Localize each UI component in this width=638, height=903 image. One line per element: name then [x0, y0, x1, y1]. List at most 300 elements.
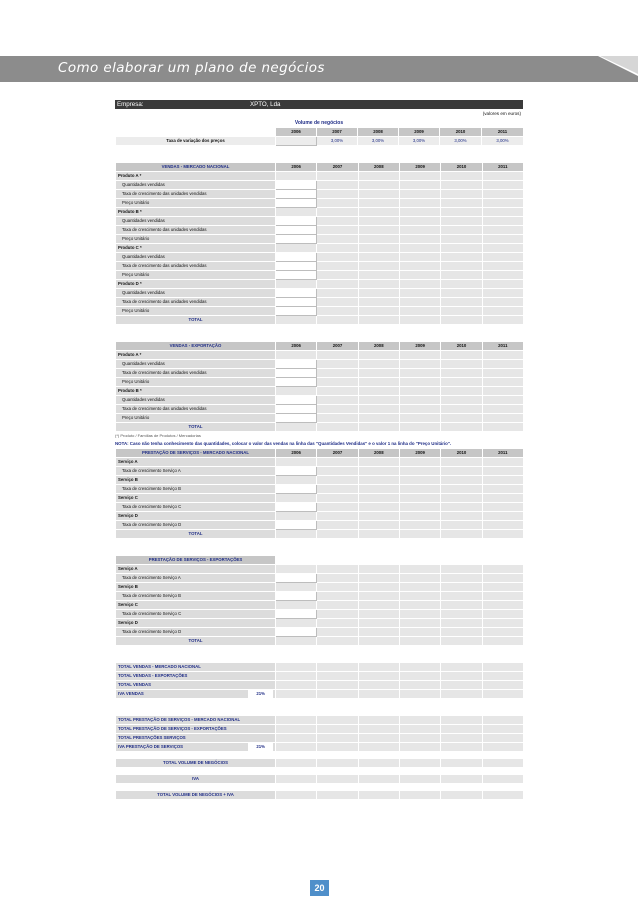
value-cell[interactable]: [441, 181, 482, 190]
value-cell[interactable]: [399, 360, 440, 369]
value-cell[interactable]: [358, 467, 399, 476]
value-cell[interactable]: [482, 521, 523, 530]
value-cell[interactable]: [482, 298, 523, 307]
value-cell[interactable]: [441, 235, 482, 244]
value-cell[interactable]: [358, 716, 399, 725]
value-cell[interactable]: [317, 681, 358, 690]
value-cell[interactable]: [399, 574, 440, 583]
value-cell[interactable]: [317, 190, 358, 199]
value-cell[interactable]: [317, 414, 358, 423]
value-cell[interactable]: [482, 253, 523, 262]
value-cell[interactable]: [317, 253, 358, 262]
value-cell[interactable]: [399, 262, 440, 271]
value-cell[interactable]: [317, 512, 358, 521]
table-row: [116, 405, 524, 414]
value-cell[interactable]: [317, 217, 358, 226]
value-cell[interactable]: [482, 574, 523, 583]
value-cell[interactable]: [482, 208, 523, 217]
value-cell[interactable]: [358, 476, 399, 485]
value-cell[interactable]: [399, 289, 440, 298]
company-bar: [115, 100, 523, 109]
value-cell[interactable]: [276, 244, 317, 253]
value-cell[interactable]: [441, 565, 482, 574]
value-cell[interactable]: [358, 592, 399, 601]
value-cell[interactable]: [317, 628, 358, 637]
value-cell[interactable]: [317, 181, 358, 190]
value-cell[interactable]: [441, 172, 482, 181]
value-cell[interactable]: [358, 280, 399, 289]
value-cell[interactable]: [358, 226, 399, 235]
value-cell[interactable]: [441, 262, 482, 271]
value-cell[interactable]: [399, 387, 440, 396]
value-cell[interactable]: [317, 485, 358, 494]
value-cell[interactable]: [441, 405, 482, 414]
value-cell[interactable]: [358, 414, 399, 423]
value-cell[interactable]: [482, 681, 523, 690]
value-cell[interactable]: [358, 307, 399, 316]
value-cell[interactable]: [399, 181, 440, 190]
value-cell[interactable]: [441, 512, 482, 521]
value-cell[interactable]: [441, 244, 482, 253]
value-cell[interactable]: [358, 725, 399, 734]
value-cell: [317, 743, 358, 752]
value-cell[interactable]: [358, 681, 399, 690]
price-rate-cell[interactable]: 3,00%: [482, 137, 524, 146]
value-cell[interactable]: [482, 378, 523, 387]
value-cell[interactable]: [358, 601, 399, 610]
value-cell[interactable]: [482, 369, 523, 378]
value-cell[interactable]: [317, 235, 358, 244]
value-cell[interactable]: [441, 672, 482, 681]
value-cell[interactable]: [317, 226, 358, 235]
value-cell[interactable]: [358, 734, 399, 743]
value-cell[interactable]: [317, 574, 358, 583]
value-cell[interactable]: [482, 583, 523, 592]
value-cell[interactable]: [441, 521, 482, 530]
value-cell[interactable]: [358, 199, 399, 208]
value-cell[interactable]: [441, 253, 482, 262]
value-cell[interactable]: [482, 476, 523, 485]
price-rate-cell[interactable]: 3,00%: [358, 137, 399, 146]
value-cell[interactable]: [276, 360, 317, 369]
value-cell[interactable]: [482, 663, 523, 672]
value-cell[interactable]: [317, 494, 358, 503]
value-cell[interactable]: [399, 190, 440, 199]
value-cell[interactable]: [441, 734, 482, 743]
value-cell[interactable]: [358, 378, 399, 387]
value-cell[interactable]: [276, 610, 317, 619]
value-cell[interactable]: [358, 172, 399, 181]
value-cell[interactable]: [276, 663, 317, 672]
value-cell[interactable]: [358, 512, 399, 521]
value-cell[interactable]: [317, 378, 358, 387]
value-cell[interactable]: [399, 235, 440, 244]
value-cell[interactable]: [276, 307, 317, 316]
value-cell[interactable]: [358, 503, 399, 512]
value-cell[interactable]: [482, 494, 523, 503]
value-cell[interactable]: [276, 458, 317, 467]
value-cell[interactable]: [441, 628, 482, 637]
value-cell[interactable]: [399, 716, 440, 725]
value-cell[interactable]: [276, 396, 317, 405]
value-cell[interactable]: [317, 369, 358, 378]
value-cell[interactable]: [482, 307, 523, 316]
value-cell[interactable]: [358, 271, 399, 280]
value-cell[interactable]: [399, 307, 440, 316]
value-cell[interactable]: [276, 734, 317, 743]
value-cell[interactable]: [399, 663, 440, 672]
value-cell[interactable]: [441, 503, 482, 512]
value-cell[interactable]: [317, 734, 358, 743]
value-cell[interactable]: [399, 378, 440, 387]
value-cell[interactable]: [482, 725, 523, 734]
year-cell: 2011: [482, 449, 523, 458]
value-cell[interactable]: [358, 565, 399, 574]
value-cell[interactable]: [276, 226, 317, 235]
value-cell[interactable]: [276, 583, 317, 592]
value-cell[interactable]: [317, 172, 358, 181]
value-cell[interactable]: [358, 289, 399, 298]
value-cell[interactable]: [399, 601, 440, 610]
value-cell[interactable]: [482, 565, 523, 574]
price-rate-cell[interactable]: 3,00%: [399, 137, 440, 146]
row-label: Taxa de crescimento das unidades vendidas: [116, 226, 276, 235]
value-cell[interactable]: [399, 199, 440, 208]
value-cell[interactable]: [482, 172, 523, 181]
company-label: Empresa:: [117, 101, 144, 108]
value-cell[interactable]: [482, 414, 523, 423]
value-cell[interactable]: [358, 405, 399, 414]
value-cell[interactable]: [358, 360, 399, 369]
value-cell[interactable]: [399, 476, 440, 485]
price-rate-cell[interactable]: [276, 137, 317, 146]
value-cell[interactable]: [276, 181, 317, 190]
value-cell[interactable]: [399, 619, 440, 628]
value-cell[interactable]: [317, 619, 358, 628]
value-cell[interactable]: [358, 628, 399, 637]
value-cell[interactable]: [441, 307, 482, 316]
value-cell[interactable]: [482, 217, 523, 226]
value-cell[interactable]: [317, 396, 358, 405]
value-cell[interactable]: [276, 485, 317, 494]
value-cell[interactable]: [358, 663, 399, 672]
value-cell[interactable]: [358, 298, 399, 307]
value-cell[interactable]: [317, 244, 358, 253]
value-cell[interactable]: [317, 405, 358, 414]
value-cell[interactable]: [358, 574, 399, 583]
value-cell[interactable]: [358, 244, 399, 253]
value-cell[interactable]: [399, 280, 440, 289]
value-cell[interactable]: [399, 172, 440, 181]
value-cell[interactable]: [276, 405, 317, 414]
value-cell[interactable]: [399, 565, 440, 574]
value-cell[interactable]: [482, 280, 523, 289]
value-cell[interactable]: [399, 592, 440, 601]
value-cell[interactable]: [399, 217, 440, 226]
value-cell[interactable]: [276, 190, 317, 199]
value-cell[interactable]: [399, 226, 440, 235]
value-cell[interactable]: [399, 672, 440, 681]
value-cell[interactable]: [358, 485, 399, 494]
value-cell[interactable]: [276, 199, 317, 208]
value-cell[interactable]: [482, 672, 523, 681]
value-cell[interactable]: [276, 574, 317, 583]
value-cell[interactable]: [276, 253, 317, 262]
value-cell[interactable]: [482, 601, 523, 610]
value-cell[interactable]: [399, 271, 440, 280]
value-cell[interactable]: [399, 458, 440, 467]
value-cell[interactable]: [441, 360, 482, 369]
value-cell[interactable]: [441, 226, 482, 235]
value-cell[interactable]: [317, 387, 358, 396]
value-cell[interactable]: [399, 583, 440, 592]
value-cell[interactable]: [399, 521, 440, 530]
value-cell[interactable]: [317, 467, 358, 476]
value-cell[interactable]: [276, 619, 317, 628]
value-cell[interactable]: [399, 494, 440, 503]
value-cell[interactable]: [317, 262, 358, 271]
value-cell[interactable]: [482, 592, 523, 601]
value-cell[interactable]: [441, 414, 482, 423]
value-cell[interactable]: [358, 262, 399, 271]
value-cell[interactable]: [482, 199, 523, 208]
value-cell[interactable]: [482, 289, 523, 298]
value-cell[interactable]: [482, 262, 523, 271]
value-cell[interactable]: [399, 628, 440, 637]
value-cell[interactable]: [482, 226, 523, 235]
value-cell[interactable]: [441, 583, 482, 592]
value-cell[interactable]: [317, 521, 358, 530]
value-cell[interactable]: [358, 190, 399, 199]
total-cell: [482, 637, 523, 646]
value-cell[interactable]: [317, 360, 358, 369]
value-cell[interactable]: [317, 725, 358, 734]
value-cell[interactable]: [441, 485, 482, 494]
vat-rate[interactable]: 21%: [248, 743, 273, 751]
value-cell[interactable]: [399, 734, 440, 743]
value-cell[interactable]: [317, 610, 358, 619]
value-cell[interactable]: [358, 181, 399, 190]
value-cell[interactable]: [441, 601, 482, 610]
value-cell[interactable]: [317, 271, 358, 280]
value-cell[interactable]: [482, 360, 523, 369]
value-cell[interactable]: [399, 351, 440, 360]
value-cell[interactable]: [358, 458, 399, 467]
value-cell[interactable]: [317, 298, 358, 307]
value-cell[interactable]: [276, 217, 317, 226]
value-cell[interactable]: [441, 681, 482, 690]
value-cell[interactable]: [358, 351, 399, 360]
table-row: [116, 414, 524, 423]
value-cell[interactable]: [358, 217, 399, 226]
year-cell: 2011: [482, 163, 523, 172]
value-cell[interactable]: [276, 716, 317, 725]
value-cell[interactable]: [276, 565, 317, 574]
value-cell[interactable]: [317, 663, 358, 672]
value-cell[interactable]: [358, 369, 399, 378]
value-cell[interactable]: [399, 503, 440, 512]
value-cell[interactable]: [441, 289, 482, 298]
value-cell[interactable]: [276, 172, 317, 181]
value-cell[interactable]: [441, 467, 482, 476]
value-cell[interactable]: [358, 672, 399, 681]
value-cell[interactable]: [399, 725, 440, 734]
value-cell[interactable]: [441, 271, 482, 280]
value-cell[interactable]: [317, 458, 358, 467]
value-cell[interactable]: [482, 610, 523, 619]
value-cell[interactable]: [276, 378, 317, 387]
value-cell[interactable]: [276, 672, 317, 681]
value-cell[interactable]: [441, 208, 482, 217]
value-cell[interactable]: [276, 494, 317, 503]
value-cell[interactable]: [399, 681, 440, 690]
value-cell[interactable]: [276, 262, 317, 271]
final-totals-table: [115, 758, 524, 800]
value-cell[interactable]: [276, 725, 317, 734]
value-cell[interactable]: [441, 592, 482, 601]
value-cell[interactable]: [482, 716, 523, 725]
value-cell[interactable]: [358, 208, 399, 217]
value-cell[interactable]: [317, 503, 358, 512]
value-cell[interactable]: [399, 298, 440, 307]
value-cell[interactable]: [482, 396, 523, 405]
value-cell[interactable]: [441, 396, 482, 405]
vat-rate[interactable]: 21%: [248, 690, 273, 698]
value-cell[interactable]: [441, 298, 482, 307]
value-cell[interactable]: [482, 485, 523, 494]
value-cell[interactable]: [441, 351, 482, 360]
value-cell[interactable]: [482, 512, 523, 521]
value-cell[interactable]: [276, 476, 317, 485]
value-cell[interactable]: [482, 387, 523, 396]
value-cell[interactable]: [441, 387, 482, 396]
value-cell[interactable]: [276, 280, 317, 289]
value-cell[interactable]: [441, 619, 482, 628]
value-cell[interactable]: [276, 628, 317, 637]
value-cell[interactable]: [317, 601, 358, 610]
value-cell[interactable]: [358, 494, 399, 503]
value-cell[interactable]: [276, 521, 317, 530]
value-cell[interactable]: [482, 619, 523, 628]
value-cell[interactable]: [399, 610, 440, 619]
value-cell[interactable]: [482, 235, 523, 244]
total-line-row: [116, 716, 524, 725]
value-cell[interactable]: [276, 414, 317, 423]
value-cell[interactable]: [441, 716, 482, 725]
value-cell[interactable]: [482, 458, 523, 467]
value-cell[interactable]: [276, 467, 317, 476]
value-cell[interactable]: [358, 253, 399, 262]
value-cell[interactable]: [482, 734, 523, 743]
value-cell[interactable]: [317, 476, 358, 485]
value-cell[interactable]: [317, 583, 358, 592]
value-cell[interactable]: [441, 574, 482, 583]
value-cell[interactable]: [276, 512, 317, 521]
value-cell[interactable]: [482, 503, 523, 512]
value-cell[interactable]: [399, 467, 440, 476]
value-cell[interactable]: [482, 181, 523, 190]
value-cell[interactable]: [482, 190, 523, 199]
value-cell[interactable]: [399, 414, 440, 423]
value-cell[interactable]: [276, 503, 317, 512]
table-row: [116, 271, 524, 280]
value-cell[interactable]: [399, 244, 440, 253]
value-cell[interactable]: [441, 725, 482, 734]
value-cell[interactable]: [441, 280, 482, 289]
year-cell: 2006: [276, 449, 317, 458]
price-rate-cell[interactable]: 3,00%: [440, 137, 482, 146]
value-cell[interactable]: [399, 208, 440, 217]
value-cell[interactable]: [441, 494, 482, 503]
service-name: Serviço C: [116, 601, 276, 610]
value-cell[interactable]: [276, 235, 317, 244]
value-cell[interactable]: [317, 208, 358, 217]
value-cell[interactable]: [358, 583, 399, 592]
value-cell[interactable]: [482, 271, 523, 280]
value-cell[interactable]: [399, 253, 440, 262]
value-cell[interactable]: [441, 663, 482, 672]
value-cell[interactable]: [276, 208, 317, 217]
value-cell[interactable]: [482, 244, 523, 253]
value-cell[interactable]: [317, 565, 358, 574]
value-cell[interactable]: [399, 485, 440, 494]
value-cell[interactable]: [317, 592, 358, 601]
value-cell[interactable]: [276, 387, 317, 396]
value-cell[interactable]: [358, 235, 399, 244]
value-cell[interactable]: [358, 387, 399, 396]
value-cell[interactable]: [317, 280, 358, 289]
value-cell[interactable]: [482, 405, 523, 414]
value-cell[interactable]: [399, 512, 440, 521]
value-cell[interactable]: [441, 476, 482, 485]
value-cell[interactable]: [358, 521, 399, 530]
value-cell[interactable]: [276, 298, 317, 307]
value-cell[interactable]: [358, 610, 399, 619]
value-cell[interactable]: [441, 378, 482, 387]
value-cell[interactable]: [482, 467, 523, 476]
value-cell[interactable]: [399, 369, 440, 378]
value-cell[interactable]: [276, 592, 317, 601]
value-cell[interactable]: [399, 396, 440, 405]
value-cell[interactable]: [276, 351, 317, 360]
value-cell[interactable]: [441, 610, 482, 619]
value-cell[interactable]: [399, 405, 440, 414]
value-cell[interactable]: [482, 351, 523, 360]
value-cell[interactable]: [317, 351, 358, 360]
value-cell[interactable]: [482, 628, 523, 637]
value-cell[interactable]: [441, 217, 482, 226]
value-cell[interactable]: [441, 369, 482, 378]
value-cell[interactable]: [441, 458, 482, 467]
value-cell[interactable]: [317, 307, 358, 316]
value-cell[interactable]: [276, 681, 317, 690]
price-rate-cell[interactable]: 3,00%: [317, 137, 358, 146]
value-cell[interactable]: [276, 271, 317, 280]
value-cell[interactable]: [317, 199, 358, 208]
value-cell[interactable]: [276, 601, 317, 610]
value-cell[interactable]: [317, 716, 358, 725]
value-cell[interactable]: [441, 190, 482, 199]
value-cell[interactable]: [358, 396, 399, 405]
value-cell[interactable]: [276, 289, 317, 298]
table-row: [116, 181, 524, 190]
value-cell[interactable]: [276, 369, 317, 378]
value-cell[interactable]: [358, 619, 399, 628]
value-cell[interactable]: [317, 289, 358, 298]
value-cell[interactable]: [441, 199, 482, 208]
table-row: [116, 396, 524, 405]
value-cell[interactable]: [317, 672, 358, 681]
